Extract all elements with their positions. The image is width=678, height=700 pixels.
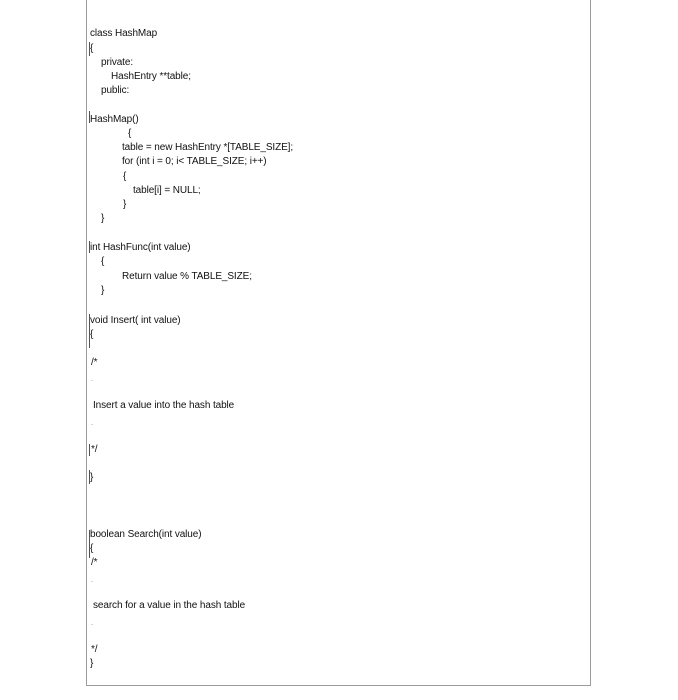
margin-bar bbox=[89, 444, 90, 456]
code-line: . bbox=[91, 418, 94, 427]
code-line: } bbox=[101, 213, 105, 224]
code-line: /* bbox=[91, 357, 98, 368]
code-line: class HashMap bbox=[90, 28, 158, 39]
code-line: { bbox=[123, 171, 127, 182]
document-page bbox=[86, 0, 591, 686]
code-line: void Insert( int value) bbox=[90, 315, 181, 326]
code-line: */ bbox=[91, 644, 98, 655]
code-line: } bbox=[123, 199, 127, 210]
code-line: search for a value in the hash table bbox=[93, 600, 246, 611]
code-line: */ bbox=[91, 444, 98, 455]
code-line: for (int i = 0; i< TABLE_SIZE; i++) bbox=[122, 156, 267, 167]
code-line: } bbox=[90, 472, 94, 483]
code-line: table[i] = NULL; bbox=[133, 185, 201, 196]
code-line: . bbox=[91, 575, 94, 584]
code-line: { bbox=[90, 329, 94, 340]
code-line: HashEntry **table; bbox=[111, 71, 191, 82]
code-line: { bbox=[90, 543, 94, 554]
code-line: Insert a value into the hash table bbox=[93, 400, 235, 411]
code-line: { bbox=[128, 128, 132, 139]
code-line: /* bbox=[91, 557, 98, 568]
code-line: . bbox=[91, 374, 94, 383]
code-line: int HashFunc(int value) bbox=[90, 242, 191, 253]
code-line: boolean Search(int value) bbox=[90, 529, 202, 540]
code-line: { bbox=[101, 256, 105, 267]
code-line: } bbox=[101, 285, 105, 296]
code-line: . bbox=[91, 618, 94, 627]
code-line: HashMap() bbox=[90, 114, 139, 125]
code-line: Return value % TABLE_SIZE; bbox=[122, 271, 252, 282]
code-line: { bbox=[90, 43, 94, 54]
code-line: table = new HashEntry *[TABLE_SIZE]; bbox=[122, 142, 294, 153]
code-line: } bbox=[90, 658, 94, 669]
code-line: public: bbox=[101, 85, 130, 96]
code-line: private: bbox=[101, 57, 133, 68]
